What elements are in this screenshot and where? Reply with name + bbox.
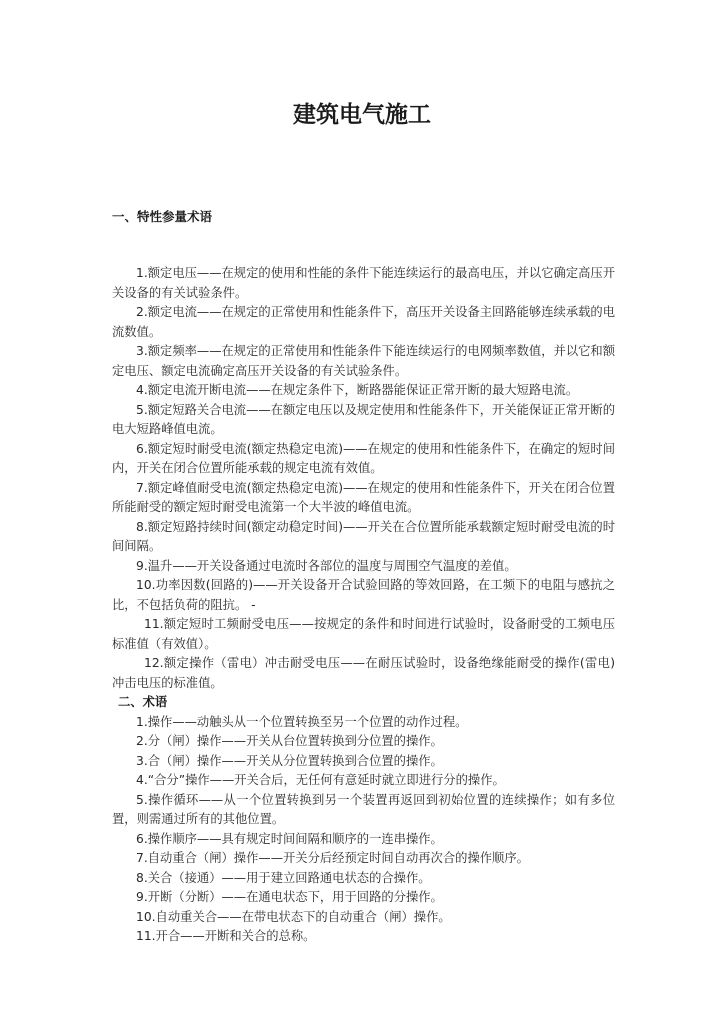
term-item-short-time-current: 6.额定短时耐受电流(额定热稳定电流)——在规定的使用和性能条件下，在确定的短时间内，开关在闭合位置所能承载的规定电流有效值。 (112, 441, 615, 475)
document-title: 建筑电气施工 (293, 102, 431, 128)
term-item-auto-reclosing: 7.自动重合（闸）操作——开关分后经预定时间自动再次合的操作顺序。 (136, 851, 529, 865)
term-item-operating-cycle: 5.操作循环——从一个位置转换到另一个装置再返回到初始位置的连续操作；如有多位置，则需通过所有的其他位置。 (112, 792, 615, 826)
term-item-rated-frequency: 3.额定频率——在规定的正常使用和性能条件下能连续运行的电网频率数值，并以它和额定电压、额定电流确定高压开关设备的有关试验条件。 (112, 344, 616, 378)
section-heading-parameters: 一、特性参量术语 (112, 209, 213, 224)
term-item-rated-voltage: 1.额定电压——在规定的使用和性能的条件下能连续运行的最高电压，并以它确定高压开关设备的有关试验条件。 (112, 266, 616, 300)
term-item-close-open-operation: 4.“合分”操作——开关合后，无任何有意延时就立即进行分的操作。 (136, 773, 505, 787)
term-item-short-circuit-duration: 8.额定短路持续时间(额定动稳定时间)——开关在合位置所能承载额定短时耐受电流的时间间隔。 (112, 519, 615, 553)
term-item-operating-sequence: 6.操作顺序——具有规定时间间隔和顺序的一连串操作。 (136, 831, 443, 846)
term-item-peak-current: 7.额定峰值耐受电流(额定热稳定电流)——在规定的使用和性能条件下，开关在闭合位置所能耐受的额定短时耐受电流第一个大半波的峰值电流。 (112, 480, 615, 514)
term-item-operation: 1.操作——动触头从一个位置转换至另一个位置的动作过程。 (136, 714, 468, 729)
term-item-auto-remaking: 10.自动重关合——在带电状态下的自动重合（闸）操作。 (136, 909, 451, 924)
term-item-impulse-voltage: 12.额定操作（雷电）冲击耐受电压——在耐压试验时，设备绝缘能耐受的操作(雷电)冲击电压的标准值。 (112, 656, 615, 690)
term-item-making: 8.关合（接通）——用于建立回路通电状态的合操作。 (136, 870, 431, 885)
term-item-switching: 11.开合——开断和关合的总称。 (136, 929, 316, 943)
term-item-breaking-current: 4.额定电流开断电流——在规定条件下，断路器能保证正常开断的最大短路电流。 (136, 383, 579, 397)
term-item-power-frequency-voltage: 11.额定短时工频耐受电压——按规定的条件和时间进行试验时，设备耐受的工频电压标准值（有效值）。 (112, 617, 615, 651)
term-item-closing-operation: 3.合（闸）操作——开关从分位置转换到合位置的操作。 (136, 753, 443, 768)
term-item-opening-operation: 2.分（闸）操作——开关从台位置转换到分位置的操作。 (136, 734, 443, 748)
term-item-breaking: 9.开断（分断）——在通电状态下，用于回路的分操作。 (136, 890, 443, 904)
document-body (112, 264, 615, 947)
term-item-making-current: 5.额定短路关合电流——在额定电压以及规定使用和性能条件下，开关能保证正常开断的电大短路峰值电流。 (112, 402, 616, 436)
section-heading-terms: 二、术语 (118, 695, 168, 709)
term-item-temperature-rise: 9.温升——开关设备通过电流时各部位的温度与周围空气温度的差值。 (136, 558, 517, 573)
term-item-power-factor: 10.功率因数(回路的)——开关设备开合试验回路的等效回路，在工频下的电阻与感抗之比，不包括负荷的阻抗。 - (112, 578, 615, 612)
term-item-rated-current: 2.额定电流——在规定的正常使用和性能条件下，高压开关设备主回路能够连续承载的电流数值。 (112, 305, 616, 339)
